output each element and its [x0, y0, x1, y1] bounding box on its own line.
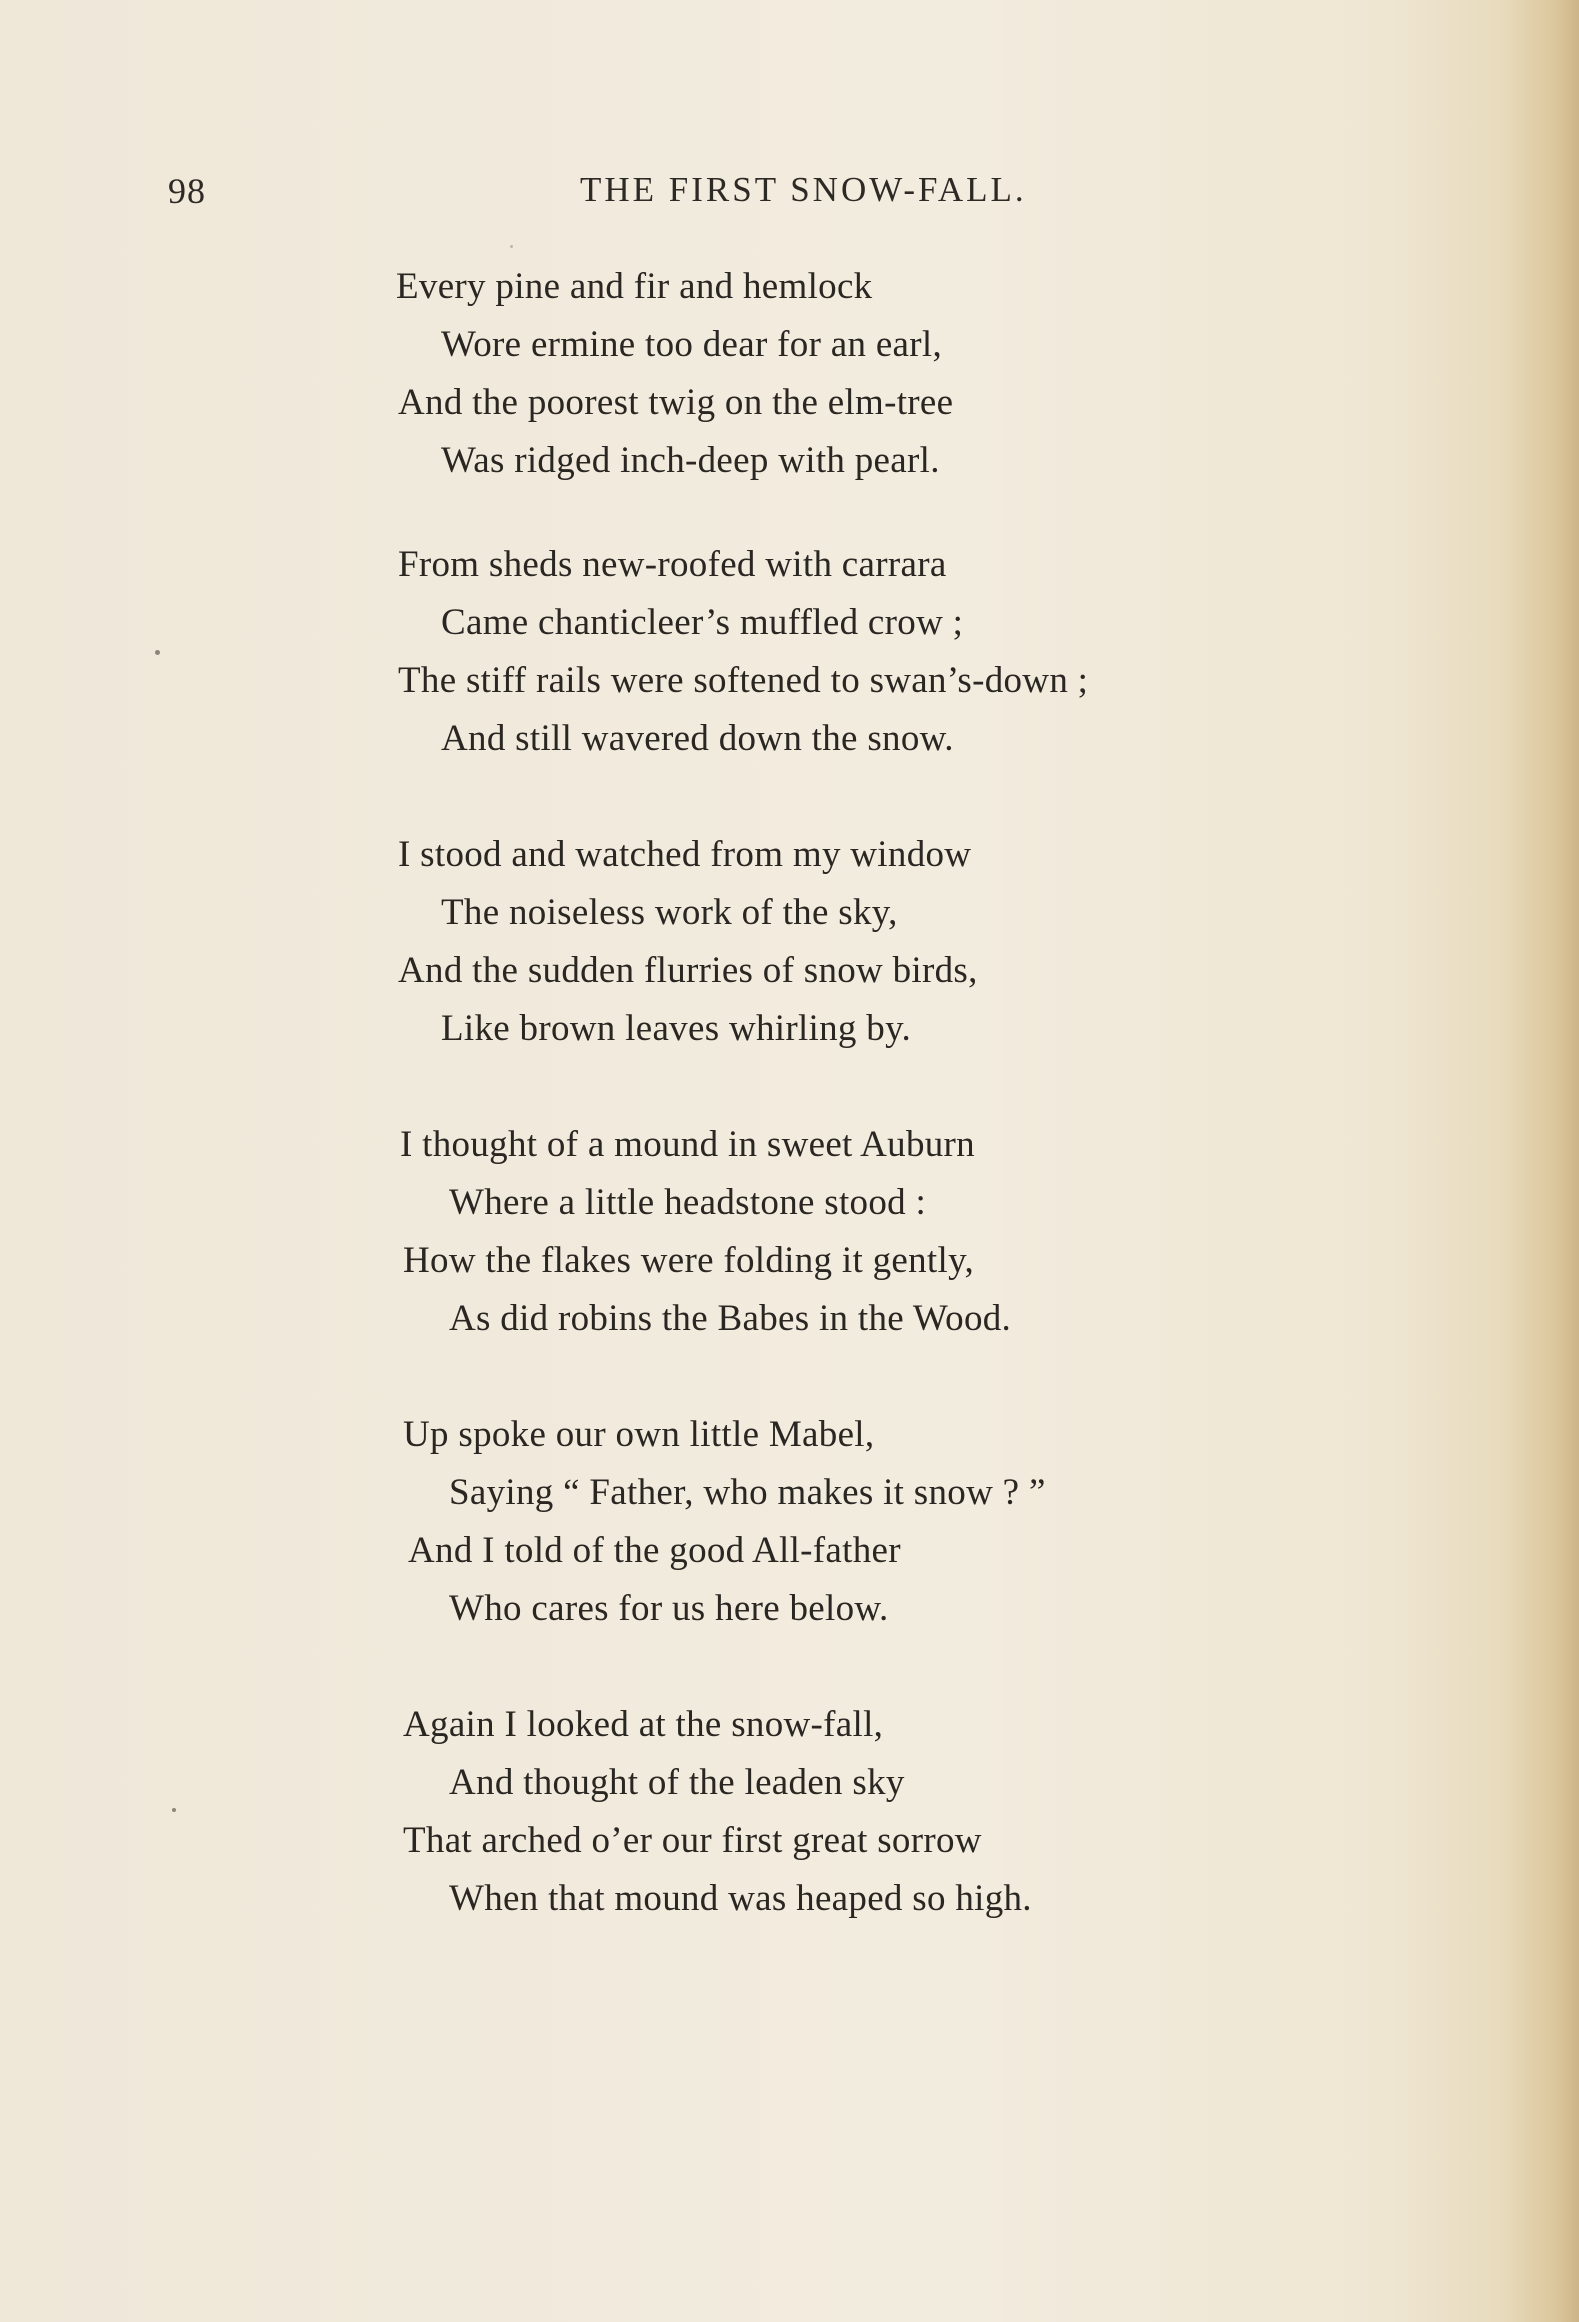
poem-line: And still wavered down the snow. [441, 718, 954, 759]
poem-line: Wore ermine too dear for an earl, [441, 324, 943, 365]
poem-line: And I told of the good All-father [408, 1530, 901, 1571]
poem-line: And the poorest twig on the elm-tree [398, 382, 954, 423]
poem-line: That arched o’er our first great sorrow [403, 1820, 982, 1861]
poem-line: Like brown leaves whirling by. [441, 1008, 912, 1049]
poem-line: I stood and watched from my window [398, 834, 972, 875]
poem-line: Where a little headstone stood : [449, 1182, 927, 1223]
poem-line: Again I looked at the snow-fall, [403, 1704, 884, 1745]
page-header [0, 170, 1579, 220]
poem-line: I thought of a mound in sweet Auburn [400, 1124, 975, 1165]
poem-line: Who cares for us here below. [449, 1588, 889, 1629]
paper-speck [510, 245, 513, 248]
poem-line: Was ridged inch-deep with pearl. [441, 440, 940, 481]
paper-speck [155, 650, 160, 655]
poem-line: Every pine and fir and hemlock [396, 266, 873, 307]
poem-line: Up spoke our own little Mabel, [403, 1414, 875, 1455]
poem-line: Saying “ Father, who makes it snow ? ” [449, 1472, 1046, 1513]
poem-line: As did robins the Babes in the Wood. [449, 1298, 1012, 1339]
running-title: THE FIRST SNOW-FALL. [580, 170, 1027, 209]
poem-line: From sheds new-roofed with carrara [398, 544, 947, 585]
poem-line: And thought of the leaden sky [449, 1762, 905, 1803]
poem-line: The noiseless work of the sky, [441, 892, 898, 933]
poem-line: When that mound was heaped so high. [449, 1878, 1032, 1919]
page-number: 98 [168, 171, 206, 211]
poem-line: How the flakes were folding it gently, [403, 1240, 975, 1281]
poem-line: The stiff rails were softened to swan’s-down ; [398, 660, 1089, 701]
poem-line: And the sudden flurries of snow birds, [398, 950, 978, 991]
paper-speck [172, 1808, 176, 1812]
poem-line: Came chanticleer’s muffled crow ; [441, 602, 964, 643]
